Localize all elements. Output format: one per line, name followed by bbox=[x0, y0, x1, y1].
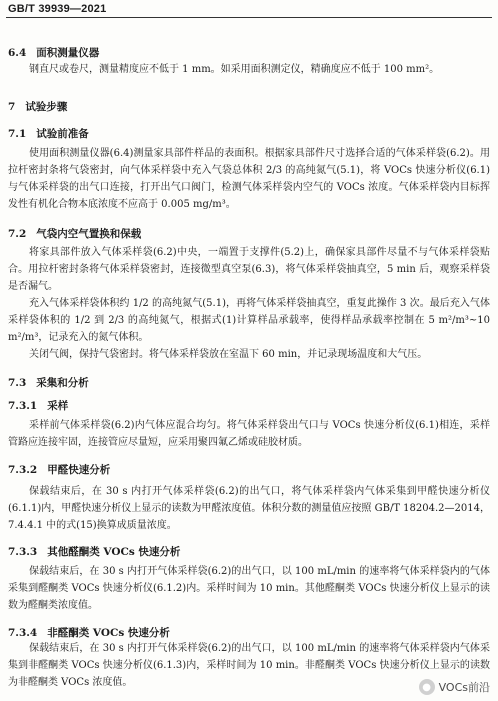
para-6-4: 钢直尺或卷尺，测量精度应不低于 1 mm。如采用面积测定仪，精确度应不低于 100 mm²。 bbox=[29, 64, 440, 75]
para-7-3-3: 保载结束后，在 30 s 内打开气体采样袋(6.2)的出气口，以 100 mL/min 的速率将气体采样袋内的气体采集到醛酮类 VOCs 快速分析仪(6.1.2)内。采样时间为 10 min。其他醛酮类 VOCs 快速分析仪上显示的读数为醛酮类浓度值。 bbox=[8, 566, 490, 611]
wechat-icon: ● bbox=[419, 679, 435, 695]
para-7-2-a: 将家具部件放入气体采样袋(6.2)中央，一端置于支撑件(5.2)上，确保家具部件尽量不与气体采样袋贴合。用拉杆密封条将气体采样袋密封，连接微型真空泵(6.3)，将气体采样袋抽真空，5 min 后，观察采样袋是否漏气。 bbox=[8, 247, 490, 292]
para-7-2-c: 关闭气阀，保持气袋密封。将气体采样袋放在室温下 60 min，并记录现场温度和大气压。 bbox=[29, 349, 428, 360]
heading-7-2: 7.2 气袋内空气置换和保载 bbox=[8, 228, 142, 240]
heading-7-1: 7.1 试验前准备 bbox=[8, 128, 89, 140]
heading-7-3-4: 7.3.4 非醛酮类 VOCs 快速分析 bbox=[8, 627, 170, 639]
heading-7-3-2: 7.3.2 甲醛快速分析 bbox=[8, 464, 111, 476]
para-7-2-b: 充入气体采样袋体积约 1/2 的高纯氮气(5.1)，再将气体采样袋抽真空，重复此操作 3 次。最后充入气体采样袋体积的 1/2 到 2/3 的高纯氮气，根据式(1)计算样品承载率，使得样品承载率控制在 5 m²/m³~10 m²/m³，记录充入的氮气体积。 bbox=[8, 298, 490, 343]
heading-7-3-1: 7.3.1 采样 bbox=[8, 400, 69, 412]
para-7-3-2: 保载结束后，在 30 s 内打开气体采样袋(6.2)的出气口，将气体采样袋内气体采集到甲醛快速分析仪(6.1.1)内，甲醛快速分析仪上显示的读数为甲醛浓度值。体积分数的测量值应按照 GB/T 18204.2—2014，7.4.4.1 中的式(15)换算成质量浓度。 bbox=[8, 486, 490, 531]
heading-7: 7 试验步骤 bbox=[8, 101, 68, 113]
heading-7-3: 7.3 采集和分析 bbox=[8, 377, 89, 389]
para-7-3-4: 保载结束后，在 30 s 内打开气体采样袋(6.2)的出气口，以 100 mL/min 的速率将气体采样袋内气体采集到非醛酮类 VOCs 快速分析仪(6.1.3)内，采样时间为 10 min。非醛酮类 VOCs 快速分析仪上显示的读数为非醛酮类 VOCs 浓度值。 bbox=[8, 643, 490, 688]
para-7-1: 使用面积测量仪器(6.4)测量家具部件样品的表面积。根据家具部件尺寸选择合适的气体采样袋(6.2)。用拉杆密封条将气袋密封，向气体采样袋中充入气袋总体积 2/3 的高纯氮气(5.1)，将 VOCs 快速分析仪(6.1)与气体采样袋的出气口连接，打开出气口阀门，检测气体采样袋内空气的 VOCs 浓度。气体采样袋内目标挥发性有机化合物本底浓度不应高于 0.005 mg/m³。 bbox=[8, 148, 490, 210]
standard-number: GB/T 39939—2021 bbox=[8, 3, 107, 15]
watermark bbox=[419, 679, 490, 695]
heading-7-3-3: 7.3.3 其他醛酮类 VOCs 快速分析 bbox=[8, 546, 181, 558]
watermark-text: VOCs前沿 bbox=[438, 681, 490, 694]
heading-6-4: 6.4 面积测量仪器 bbox=[8, 47, 100, 59]
header-rule bbox=[6, 17, 492, 18]
para-7-3-1: 采样前气体采样袋(6.2)内气体应混合均匀。将气体采样袋出气口与 VOCs 快速分析仪(6.1)相连，采样管路应连接牢固，连接管应尽量短，应采用聚四氟乙烯或硅胶材质。 bbox=[8, 420, 490, 448]
